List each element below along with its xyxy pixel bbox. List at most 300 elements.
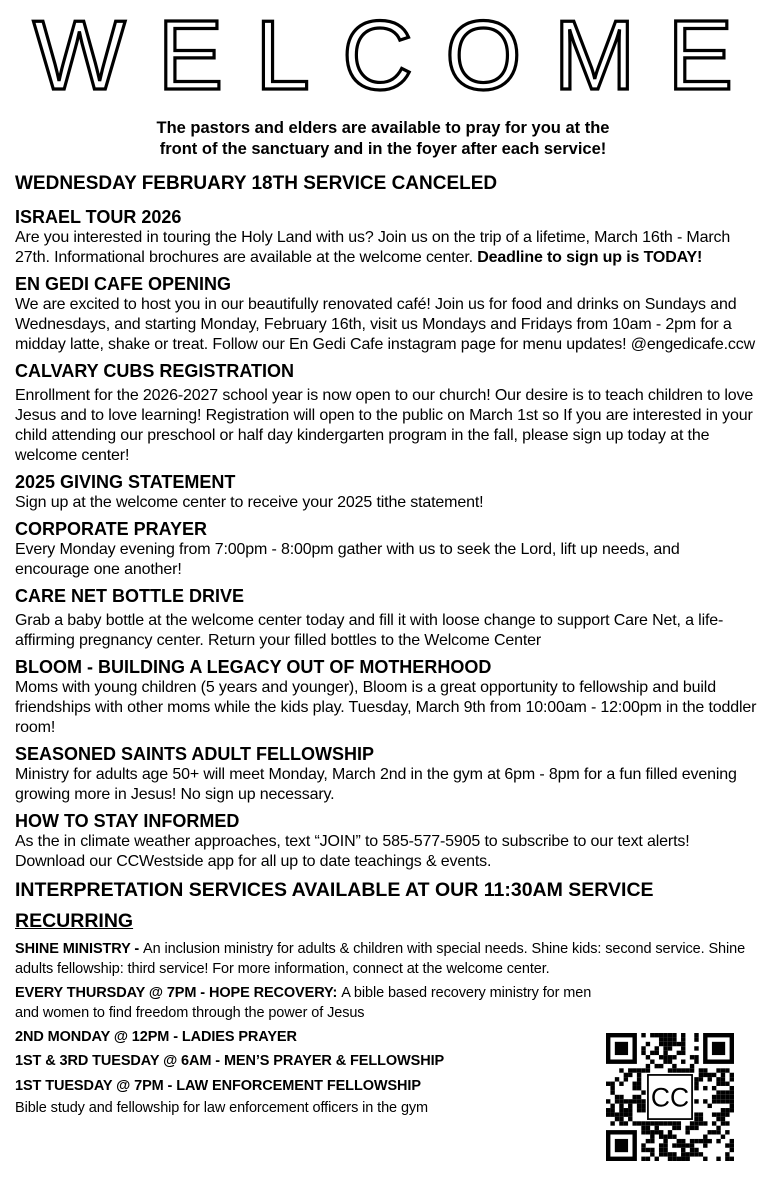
qr-module (650, 1135, 654, 1139)
qr-module (646, 1148, 650, 1152)
qr-module (663, 1059, 667, 1063)
qr-module (694, 1117, 698, 1121)
qr-module (712, 1112, 716, 1116)
qr-module (699, 1077, 703, 1081)
qr-module (708, 1104, 712, 1108)
qr-module (712, 1073, 716, 1077)
qr-module (725, 1082, 729, 1086)
qr-module (721, 1135, 725, 1139)
qr-module (632, 1099, 636, 1103)
qr-module (655, 1130, 659, 1134)
section-heading: SEASONED SAINTS ADULT FELLOWSHIP (15, 744, 375, 764)
qr-module (650, 1059, 654, 1063)
qr-module (632, 1121, 636, 1125)
welcome-title-text: WELCOME (33, 6, 733, 96)
qr-module (650, 1033, 654, 1037)
qr-module (730, 1099, 734, 1103)
qr-module (725, 1099, 729, 1103)
qr-module (650, 1139, 654, 1143)
qr-module (681, 1157, 685, 1161)
qr-module (690, 1152, 694, 1156)
qr-module (632, 1082, 636, 1086)
qr-module (694, 1139, 698, 1143)
qr-module (694, 1046, 698, 1050)
qr-module (668, 1121, 672, 1125)
qr-module (641, 1108, 645, 1112)
qr-module (619, 1112, 623, 1116)
qr-module (646, 1126, 650, 1130)
qr-module (725, 1095, 729, 1099)
qr-module (655, 1033, 659, 1037)
qr-module (672, 1152, 676, 1156)
qr-module (681, 1033, 685, 1037)
qr-module (641, 1130, 645, 1134)
qr-module (659, 1121, 663, 1125)
qr-module (641, 1143, 645, 1147)
recurring-item-law-enforcement: 1ST TUESDAY @ 7PM - LAW ENFORCEMENT FELLOWSHIP Bible study and fellowship for law enforcement officers in the gym (15, 1078, 429, 1116)
qr-module (685, 1157, 689, 1161)
qr-module (624, 1099, 628, 1103)
qr-module (703, 1135, 707, 1139)
qr-module (641, 1099, 645, 1103)
qr-module (694, 1126, 698, 1130)
qr-module (650, 1152, 654, 1156)
qr-module (646, 1068, 650, 1072)
intro-message (0, 118, 766, 160)
qr-module (655, 1121, 659, 1125)
qr-module (703, 1086, 707, 1090)
qr-module (659, 1033, 663, 1037)
qr-module (708, 1073, 712, 1077)
qr-module (615, 1095, 619, 1099)
qr-module (619, 1095, 623, 1099)
recurring-item-ladies-prayer: 2ND MONDAY @ 12PM - LADIES PRAYER (15, 1029, 297, 1045)
qr-module (668, 1046, 672, 1050)
qr-module (624, 1121, 628, 1125)
qr-module (632, 1068, 636, 1072)
qr-module (716, 1130, 720, 1134)
qr-module (685, 1152, 689, 1156)
qr-module (663, 1055, 667, 1059)
qr-module (716, 1117, 720, 1121)
qr-module (681, 1152, 685, 1156)
qr-module (699, 1068, 703, 1072)
qr-module (672, 1033, 676, 1037)
qr-module (721, 1077, 725, 1081)
qr-module (694, 1152, 698, 1156)
qr-module (619, 1068, 623, 1072)
qr-module (663, 1139, 667, 1143)
qr-module (721, 1095, 725, 1099)
qr-module (624, 1073, 628, 1077)
qr-module (672, 1143, 676, 1147)
qr-module (694, 1077, 698, 1081)
qr-module (619, 1082, 623, 1086)
qr-module (677, 1126, 681, 1130)
qr-module (690, 1068, 694, 1072)
qr-module (646, 1042, 650, 1046)
qr-module (677, 1042, 681, 1046)
qr-module (637, 1121, 641, 1125)
qr-module (703, 1143, 707, 1147)
qr-module (655, 1046, 659, 1050)
qr-module (716, 1126, 720, 1130)
qr-module (725, 1157, 729, 1161)
qr-module (712, 1121, 716, 1125)
qr-module (606, 1082, 610, 1086)
qr-module (610, 1121, 614, 1125)
qr-module (668, 1152, 672, 1156)
qr-module (663, 1121, 667, 1125)
qr-module (699, 1117, 703, 1121)
qr-module (606, 1099, 610, 1103)
qr-module (663, 1046, 667, 1050)
qr-module (725, 1121, 729, 1125)
qr-module (677, 1121, 681, 1125)
section-heading: CARE NET BOTTLE DRIVE (15, 586, 245, 606)
section-heading: CORPORATE PRAYER (15, 519, 208, 539)
qr-module (703, 1099, 707, 1103)
qr-module (672, 1037, 676, 1041)
qr-module (659, 1042, 663, 1046)
qr-module (672, 1135, 676, 1139)
qr-module (721, 1117, 725, 1121)
qr-module (681, 1143, 685, 1147)
qr-module (712, 1099, 716, 1103)
qr-module (619, 1108, 623, 1112)
qr-module (716, 1099, 720, 1103)
qr-module (725, 1108, 729, 1112)
qr-module (677, 1139, 681, 1143)
section-en-gedi-cafe (15, 273, 757, 355)
qr-module (672, 1126, 676, 1130)
qr-module (721, 1073, 725, 1077)
qr-module (610, 1104, 614, 1108)
qr-module (646, 1139, 650, 1143)
qr-module (641, 1090, 645, 1094)
qr-module (606, 1112, 610, 1116)
qr-module (699, 1152, 703, 1156)
qr-module (659, 1135, 663, 1139)
qr-module (641, 1046, 645, 1050)
qr-module (659, 1148, 663, 1152)
qr-module (699, 1139, 703, 1143)
qr-module (725, 1152, 729, 1156)
qr-module (694, 1082, 698, 1086)
qr-module (668, 1130, 672, 1134)
qr-module (637, 1082, 641, 1086)
qr-module (730, 1090, 734, 1094)
qr-module (659, 1143, 663, 1147)
section-giving-statement (15, 471, 757, 513)
qr-module (725, 1090, 729, 1094)
qr-module (641, 1126, 645, 1130)
qr-module (624, 1108, 628, 1112)
section-care-net (15, 585, 757, 651)
qr-module (663, 1042, 667, 1046)
recurring-item-hope-recovery: EVERY THURSDAY @ 7PM - HOPE RECOVERY: A bible based recovery ministry for men and women to find freedom through the power of Jesus (15, 985, 592, 1021)
qr-module (716, 1112, 720, 1116)
qr-module (694, 1086, 698, 1090)
qr-module (730, 1108, 734, 1112)
intro-line-1: The pastors and elders are available to pray for you at the (156, 119, 610, 137)
qr-module (672, 1055, 676, 1059)
qr-module (677, 1143, 681, 1147)
qr-module (716, 1139, 720, 1143)
qr-module (668, 1059, 672, 1063)
qr-module (694, 1059, 698, 1063)
qr-module (650, 1130, 654, 1134)
qr-module (663, 1143, 667, 1147)
qr-module (637, 1099, 641, 1103)
qr-module (641, 1051, 645, 1055)
section-body: We are excited to host you in our beautifully renovated café! Join us for food and drinks on Sundays and Wednesdays, and starting Monday, February 16th, visit us Mondays and Fridays from 10am - 2pm for a midday latte, shake or treat. Follow our En Gedi Cafe instagram page for menu updates! @engedicafe.ccw (15, 296, 756, 353)
qr-module (641, 1121, 645, 1125)
section-seasoned-saints (15, 743, 757, 805)
qr-module (628, 1104, 632, 1108)
qr-module (650, 1121, 654, 1125)
qr-module (655, 1157, 659, 1161)
recurring-item-mens-prayer: 1ST & 3RD TUESDAY @ 6AM - MEN’S PRAYER & FELLOWSHIP (15, 1053, 445, 1069)
qr-module (690, 1139, 694, 1143)
welcome-title (0, 6, 766, 96)
qr-module (659, 1130, 663, 1134)
qr-module (632, 1095, 636, 1099)
qr-module (663, 1037, 667, 1041)
qr-module (725, 1112, 729, 1116)
qr-module (721, 1082, 725, 1086)
section-body: Moms with young children (5 years and younger), Bloom is a great opportunity to fellowship and build friendships with other moms while the kids play. Tuesday, March 9th from 10:00am - 12:00pm in the toddler room! (15, 679, 757, 736)
qr-module (610, 1090, 614, 1094)
recurring-item-shine: SHINE MINISTRY - An inclusion ministry for adults & children with special needs. Shine kids: second service. Shine adults fellowship: third service! For more information, connect at the welcome center. (15, 941, 746, 977)
qr-module (672, 1157, 676, 1161)
bulletin-content (15, 172, 757, 1123)
qr-module (677, 1051, 681, 1055)
qr-module (668, 1157, 672, 1161)
qr-module (681, 1139, 685, 1143)
qr-module (659, 1055, 663, 1059)
qr-module (641, 1157, 645, 1161)
qr-module (655, 1051, 659, 1055)
qr-module (690, 1064, 694, 1068)
qr-module (641, 1104, 645, 1108)
qr-module (624, 1112, 628, 1116)
qr-module (694, 1055, 698, 1059)
qr-module (716, 1095, 720, 1099)
qr-module (730, 1157, 734, 1161)
section-corporate-prayer (15, 518, 757, 580)
qr-module (721, 1099, 725, 1103)
qr-module (637, 1104, 641, 1108)
qr-module (659, 1152, 663, 1156)
section-body: Grab a baby bottle at the welcome center today and fill it with loose change to support Care Net, a life-affirming pregnancy center. Return your filled bottles to the Welcome Center (15, 612, 724, 649)
qr-module (716, 1090, 720, 1094)
qr-module (699, 1073, 703, 1077)
qr-module (610, 1112, 614, 1116)
qr-module (681, 1148, 685, 1152)
section-heading: CALVARY CUBS REGISTRATION (15, 361, 295, 381)
qr-module (690, 1121, 694, 1125)
qr-module (637, 1068, 641, 1072)
qr-module (610, 1108, 614, 1112)
qr-module (659, 1064, 663, 1068)
qr-module (708, 1130, 712, 1134)
qr-module (663, 1051, 667, 1055)
intro-line-2: front of the sanctuary and in the foyer after each service! (159, 140, 607, 158)
qr-module (690, 1143, 694, 1147)
qr-module (708, 1077, 712, 1081)
qr-module (615, 1077, 619, 1081)
section-body: As the in climate weather approaches, text “JOIN” to 585-577-5905 to subscribe to our text alerts! Download our CCWestside app for all up to date teachings & events. (15, 833, 690, 870)
qr-module (730, 1104, 734, 1108)
qr-module (610, 1086, 614, 1090)
qr-module (690, 1126, 694, 1130)
section-body: Every Monday evening from 7:00pm - 8:00pm gather with us to seek the Lord, lift up needs, and encourage one another! (15, 541, 680, 578)
qr-module (646, 1064, 650, 1068)
qr-module (716, 1068, 720, 1072)
qr-module (668, 1042, 672, 1046)
qr-code[interactable] (606, 1033, 734, 1161)
qr-module (646, 1130, 650, 1134)
qr-module (668, 1135, 672, 1139)
qr-module (619, 1121, 623, 1125)
qr-module (690, 1148, 694, 1152)
qr-module (703, 1073, 707, 1077)
section-stay-informed (15, 810, 757, 872)
qr-module (694, 1033, 698, 1037)
qr-module (628, 1068, 632, 1072)
qr-module (628, 1108, 632, 1112)
qr-module (730, 1077, 734, 1081)
qr-module (619, 1104, 623, 1108)
qr-module (730, 1148, 734, 1152)
section-heading: 2025 GIVING STATEMENT (15, 472, 236, 492)
qr-module (637, 1073, 641, 1077)
qr-module (628, 1117, 632, 1121)
qr-module (646, 1055, 650, 1059)
qr-module (716, 1157, 720, 1161)
qr-module (703, 1068, 707, 1072)
qr-module (668, 1055, 672, 1059)
qr-module (685, 1068, 689, 1072)
qr-module (615, 1117, 619, 1121)
qr-module (628, 1112, 632, 1116)
qr-module (641, 1068, 645, 1072)
qr-module (681, 1037, 685, 1041)
qr-module (703, 1157, 707, 1161)
section-bloom (15, 656, 757, 738)
qr-module (659, 1037, 663, 1041)
qr-module (663, 1135, 667, 1139)
qr-module (681, 1068, 685, 1072)
section-israel-tour (15, 206, 757, 268)
qr-module (619, 1099, 623, 1103)
qr-module (646, 1121, 650, 1125)
qr-module (672, 1064, 676, 1068)
qr-module (624, 1077, 628, 1081)
recurring-heading: RECURRING (15, 910, 134, 932)
qr-module (708, 1139, 712, 1143)
qr-module (637, 1108, 641, 1112)
qr-module (694, 1148, 698, 1152)
qr-module (681, 1059, 685, 1063)
section-body: Enrollment for the 2026-2027 school year is now open to our church! Our desire is to teach children to love Jesus and to love learning! Registration will open to the public on March 1st so If you are interested in your child attending our preschool or half day kindergarten program in the fall, please sign up today at the welcome center! (15, 387, 754, 464)
deadline-emphasis: Deadline to sign up is TODAY! (477, 249, 703, 266)
qr-module (606, 1108, 610, 1112)
qr-module (681, 1051, 685, 1055)
qr-module (655, 1126, 659, 1130)
section-heading: BLOOM - BUILDING A LEGACY OUT OF MOTHERHOOD (15, 657, 492, 677)
qr-module (730, 1095, 734, 1099)
qr-module (681, 1046, 685, 1050)
qr-module (632, 1086, 636, 1090)
qr-module (703, 1139, 707, 1143)
qr-module (672, 1068, 676, 1072)
qr-module (663, 1033, 667, 1037)
qr-module (712, 1095, 716, 1099)
qr-module (730, 1086, 734, 1090)
qr-module (672, 1042, 676, 1046)
qr-module (685, 1126, 689, 1130)
qr-module (637, 1086, 641, 1090)
qr-module (730, 1073, 734, 1077)
qr-module (712, 1130, 716, 1134)
qr-module (672, 1121, 676, 1125)
qr-module (694, 1037, 698, 1041)
qr-module (641, 1148, 645, 1152)
qr-module (681, 1042, 685, 1046)
qr-module (730, 1139, 734, 1143)
qr-module (699, 1112, 703, 1116)
qr-module (668, 1068, 672, 1072)
qr-module (650, 1051, 654, 1055)
qr-module (690, 1055, 694, 1059)
section-heading: EN GEDI CAFE OPENING (15, 274, 232, 294)
qr-module (641, 1033, 645, 1037)
qr-module (663, 1148, 667, 1152)
qr-module (655, 1064, 659, 1068)
qr-module (668, 1033, 672, 1037)
qr-module (725, 1130, 729, 1134)
qr-module (677, 1157, 681, 1161)
qr-module (694, 1121, 698, 1125)
qr-module (615, 1099, 619, 1103)
interpretation-notice: INTERPRETATION SERVICES AVAILABLE AT OUR 11:30AM SERVICE (15, 879, 654, 901)
headline: WEDNESDAY FEBRUARY 18TH SERVICE CANCELED (15, 173, 498, 194)
qr-module (716, 1077, 720, 1081)
qr-module (615, 1112, 619, 1116)
qr-module (725, 1143, 729, 1147)
qr-module (637, 1077, 641, 1081)
section-calvary-cubs (15, 360, 757, 466)
section-heading: HOW TO STAY INFORMED (15, 811, 240, 831)
qr-module (637, 1095, 641, 1099)
section-heading: ISRAEL TOUR 2026 (15, 207, 182, 227)
qr-module (721, 1108, 725, 1112)
qr-module (685, 1130, 689, 1134)
qr-module (668, 1037, 672, 1041)
qr-module (694, 1112, 698, 1116)
section-body: Sign up at the welcome center to receive your 2025 tithe statement! (15, 494, 484, 511)
qr-module (716, 1082, 720, 1086)
qr-module (650, 1148, 654, 1152)
section-body: Ministry for adults age 50+ will meet Monday, March 2nd in the gym at 6pm - 8pm for a fun filled evening growing more in Jesus! No sign up necessary. (15, 766, 737, 803)
qr-module (677, 1068, 681, 1072)
section-body: Are you interested in touring the Holy Land with us? Join us on the trip of a lifetime, March 16th - March 27th. Informational brochures are available at the welcome center. Deadline to sign up is TODAY! (15, 229, 731, 266)
qr-module (725, 1068, 729, 1072)
qr-module (721, 1068, 725, 1072)
qr-module (685, 1143, 689, 1147)
